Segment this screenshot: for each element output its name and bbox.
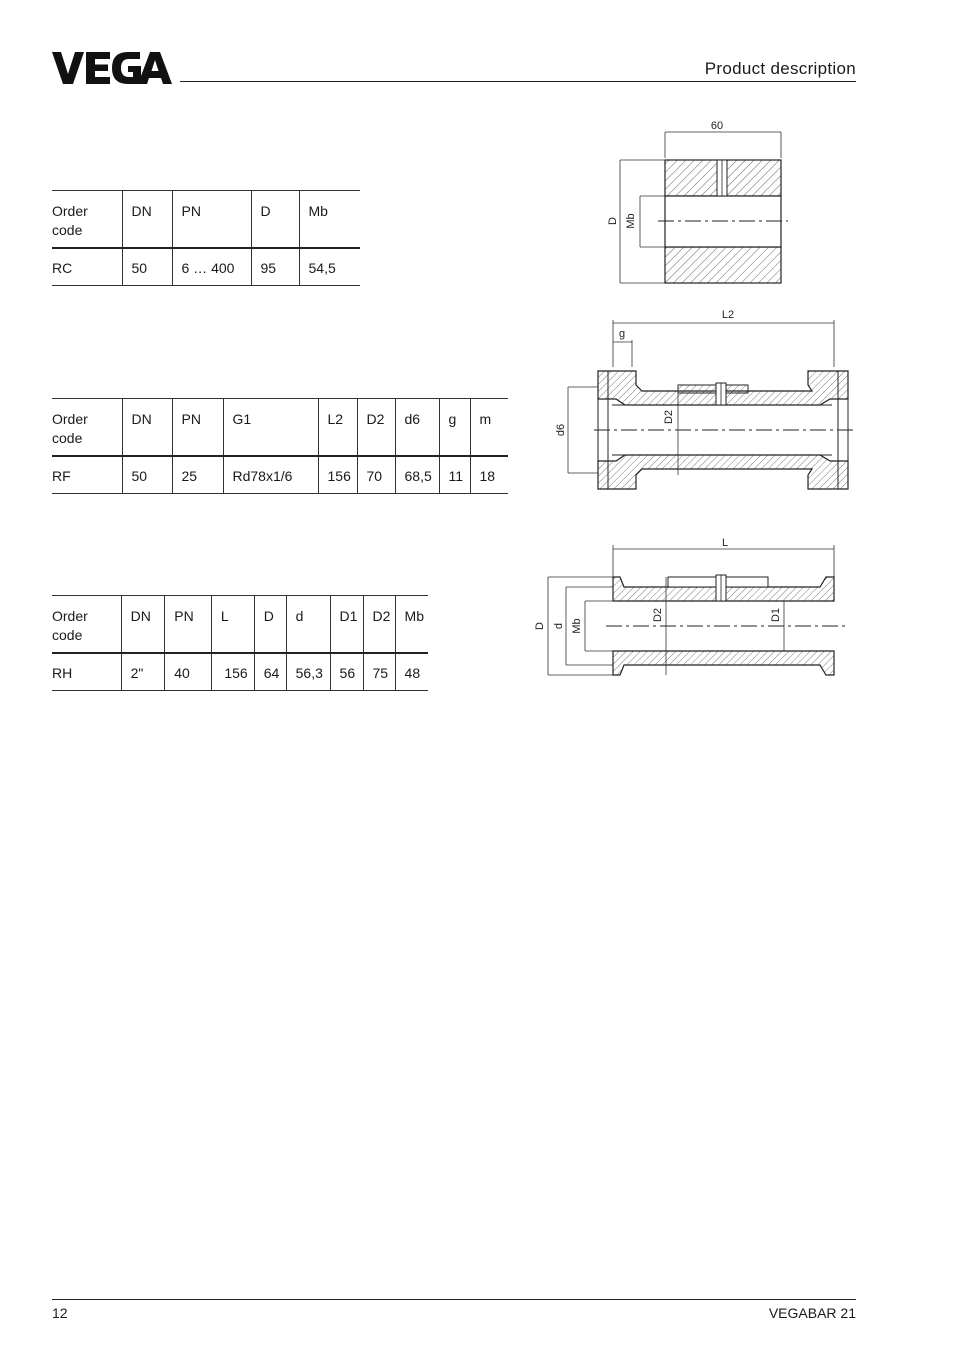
- footer-rule: [52, 1299, 856, 1300]
- table-row: [52, 456, 508, 494]
- cell-pn: 6 … 400: [172, 248, 251, 286]
- header-pn: PN: [165, 596, 212, 653]
- cell-dn: 50: [122, 248, 172, 286]
- header-order-code: Order code: [52, 411, 88, 446]
- dim-l-label: L: [721, 537, 729, 549]
- cell-d2: 70: [357, 456, 395, 494]
- table-header-row: [52, 191, 360, 248]
- cell-dn: 2": [121, 653, 165, 691]
- header-pn: PN: [172, 399, 223, 456]
- table-header-row: [52, 399, 508, 456]
- cell-order-code: RF: [52, 467, 71, 484]
- header-m: m: [470, 399, 508, 456]
- spec-table-rf: [52, 398, 508, 494]
- header-mb: Mb: [299, 191, 360, 248]
- header-order-code: Order code: [52, 203, 88, 238]
- drawing-rc: [600, 110, 800, 290]
- spec-table-rh: [52, 595, 428, 691]
- dim-d-label: D: [607, 217, 619, 225]
- header-mb: Mb: [395, 596, 428, 653]
- dim-mb-label: Mb: [571, 618, 583, 634]
- spec-table-rc: [52, 190, 360, 286]
- table-row: [52, 653, 428, 691]
- cell-dn: 50: [122, 456, 172, 494]
- page-number: 12: [52, 1305, 68, 1321]
- header-l2: L2: [318, 399, 357, 456]
- dim-d-label: D: [534, 622, 546, 630]
- dim-l2-label: L2: [721, 309, 735, 321]
- cell-d1: 56: [330, 653, 363, 691]
- header-g: g: [439, 399, 470, 456]
- header-dn: DN: [122, 191, 172, 248]
- cell-d: 64: [254, 653, 286, 691]
- cell-d: 95: [251, 248, 299, 286]
- header-pn: PN: [172, 191, 251, 248]
- dim-mb-label: Mb: [625, 213, 637, 229]
- header-rule: [180, 81, 856, 82]
- dim-60-label: 60: [710, 120, 724, 132]
- cell-g1: Rd78x1/6: [223, 456, 318, 494]
- header-d1: D1: [330, 596, 363, 653]
- header-d2: D2: [357, 399, 395, 456]
- header-d6: d6: [395, 399, 439, 456]
- dim-d1-label: D1: [770, 607, 782, 623]
- table-row: [52, 248, 360, 286]
- table-header-row: [52, 596, 428, 653]
- dim-d6-label: d6: [555, 423, 567, 437]
- dim-d2-label: D2: [652, 607, 664, 623]
- dim-g-label: g: [618, 328, 626, 340]
- cell-d2: 75: [363, 653, 395, 691]
- header-d: D: [251, 191, 299, 248]
- page-section-title: Product description: [704, 59, 856, 78]
- header-d-small: d: [286, 596, 330, 653]
- cell-order-code: RH: [52, 664, 73, 681]
- cell-pn: 40: [165, 653, 212, 691]
- cell-order-code: RC: [52, 259, 73, 276]
- cell-mb: 54,5: [299, 248, 360, 286]
- header-d2: D2: [363, 596, 395, 653]
- product-name: VEGABAR 21: [768, 1305, 856, 1321]
- cell-g: 11: [439, 456, 470, 494]
- cell-d6: 68,5: [395, 456, 439, 494]
- vega-logo: [52, 50, 172, 86]
- header-d: D: [254, 596, 286, 653]
- dim-d2-label: D2: [663, 409, 675, 425]
- header-order-code: Order code: [52, 608, 88, 643]
- header-dn: DN: [121, 596, 165, 653]
- header-dn: DN: [122, 399, 172, 456]
- cell-pn: 25: [172, 456, 223, 494]
- cell-m: 18: [470, 456, 508, 494]
- cell-d-small: 56,3: [286, 653, 330, 691]
- header-g1: G1: [223, 399, 318, 456]
- drawing-rh: [530, 535, 860, 685]
- header-l: L: [211, 596, 254, 653]
- cell-l2: 156: [318, 456, 357, 494]
- cell-mb: 48: [395, 653, 428, 691]
- drawing-rf: [550, 305, 870, 505]
- dim-d-small-label: d: [553, 622, 565, 630]
- cell-l: 156: [211, 653, 254, 691]
